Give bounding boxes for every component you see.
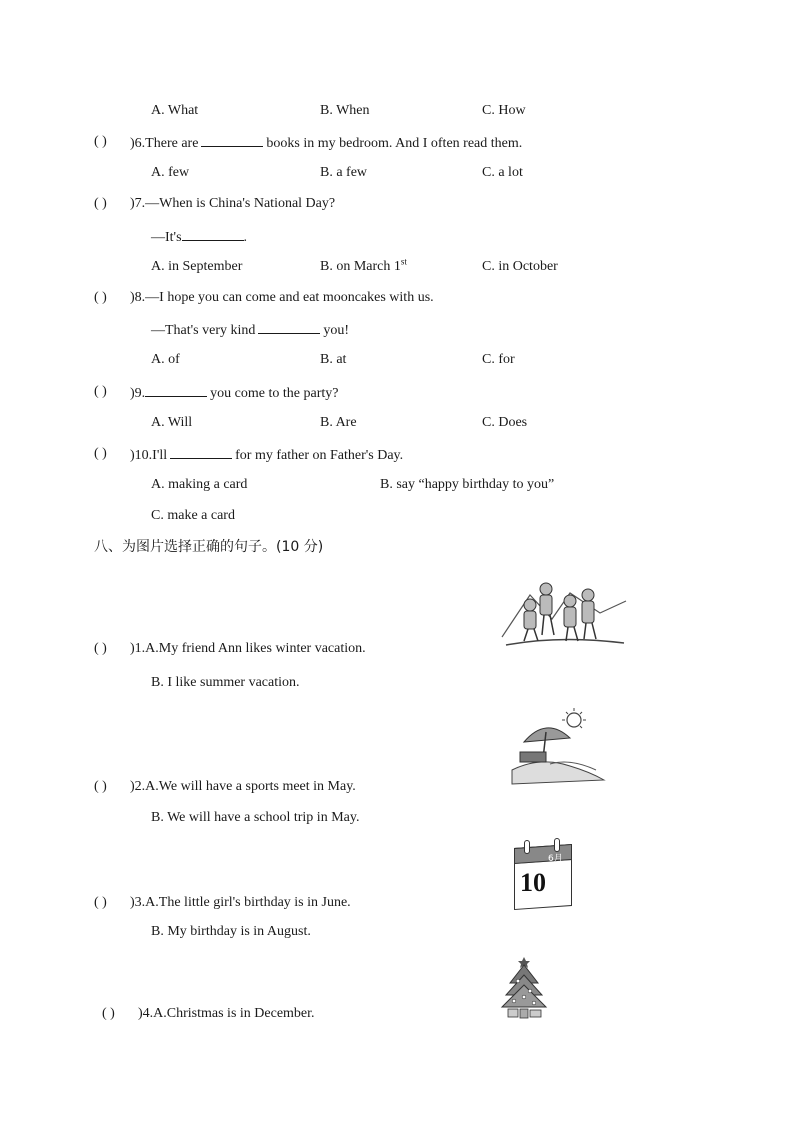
q8-option-c: C. for bbox=[482, 352, 515, 367]
p3-number: )3. bbox=[130, 895, 146, 910]
p2-option-a-text: A.We will have a sports meet in May. bbox=[145, 779, 356, 794]
q8-number: )8. bbox=[130, 290, 146, 305]
p3-answer-paren[interactable]: ( ) bbox=[94, 895, 107, 910]
q7-answer-paren[interactable]: ( ) bbox=[94, 196, 107, 211]
q8-answer-paren[interactable]: ( ) bbox=[94, 290, 107, 305]
q9-option-a: A. Will bbox=[151, 415, 193, 430]
q9-answer-paren[interactable]: ( ) bbox=[94, 384, 107, 399]
q7-line2-pre: —It's bbox=[151, 230, 182, 245]
q8-option-a: A. of bbox=[151, 352, 180, 367]
christmas-tree-illustration bbox=[500, 955, 548, 1019]
hiking-friends-illustration bbox=[500, 575, 628, 651]
calendar-page-illustration bbox=[514, 838, 578, 910]
q9-option-b: B. Are bbox=[320, 415, 357, 430]
section-8-title: 八、为图片选择正确的句子。(10 分) bbox=[94, 539, 324, 555]
q7-stem bbox=[130, 195, 335, 213]
p4-answer-paren[interactable]: ( ) bbox=[102, 1006, 115, 1021]
q9-blank bbox=[145, 383, 207, 397]
q8-line1: —I hope you can come and eat mooncakes with us. bbox=[145, 290, 434, 305]
p3-option-b: B. My birthday is in August. bbox=[151, 924, 311, 939]
q6-option-b: B. a few bbox=[320, 165, 368, 180]
q8-stem bbox=[130, 289, 434, 307]
q10-text-pre: I'll bbox=[152, 448, 168, 463]
p1-option-b: B. I like summer vacation. bbox=[151, 675, 300, 690]
q9-number: )9. bbox=[130, 386, 146, 401]
p4-number: )4. bbox=[138, 1006, 154, 1021]
q7-line2-post: . bbox=[243, 230, 248, 245]
q8-option-b: B. at bbox=[320, 352, 347, 367]
p4-option-a-text: A.Christmas is in December. bbox=[153, 1006, 315, 1021]
q8-blank bbox=[258, 320, 320, 334]
q7-line1: —When is China's National Day? bbox=[145, 196, 336, 211]
p1-option-a bbox=[130, 640, 366, 658]
q8-line2-post: you! bbox=[323, 323, 350, 338]
q10-option-b: B. say “happy birthday to you” bbox=[380, 477, 555, 492]
q10-text-post: for my father on Father's Day. bbox=[235, 448, 404, 463]
q7-option-b bbox=[320, 258, 407, 276]
q8-line2-pre: —That's very kind bbox=[151, 323, 256, 338]
q6-option-c: C. a lot bbox=[482, 165, 523, 180]
p1-answer-paren[interactable]: ( ) bbox=[94, 641, 107, 656]
q10-blank bbox=[170, 445, 232, 459]
q7-blank bbox=[182, 227, 244, 241]
p2-option-a bbox=[130, 778, 356, 796]
q7-number: )7. bbox=[130, 196, 146, 211]
q6-text-pre: There are bbox=[145, 136, 199, 151]
q6-text-post: books in my bedroom. And I often read them. bbox=[266, 136, 523, 151]
q5-option-b: B. When bbox=[320, 103, 370, 118]
calendar-month: 6月 bbox=[548, 854, 563, 864]
q7-option-b-sup: st bbox=[400, 256, 407, 267]
p2-option-b: B. We will have a school trip in May. bbox=[151, 810, 360, 825]
p1-option-a-text: A.My friend Ann likes winter vacation. bbox=[145, 641, 366, 656]
q9-option-c: C. Does bbox=[482, 415, 528, 430]
q6-number: )6. bbox=[130, 136, 146, 151]
q10-answer-paren[interactable]: ( ) bbox=[94, 446, 107, 461]
beach-umbrella-illustration bbox=[510, 708, 606, 786]
q9-stem bbox=[130, 383, 338, 403]
q10-option-a: A. making a card bbox=[151, 477, 248, 492]
q5-option-a: A. What bbox=[151, 103, 199, 118]
q6-blank bbox=[201, 133, 263, 147]
q9-text-post: you come to the party? bbox=[210, 386, 339, 401]
q8-line2 bbox=[151, 320, 349, 340]
p2-number: )2. bbox=[130, 779, 146, 794]
p3-option-a-text: A.The little girl's birthday is in June. bbox=[145, 895, 351, 910]
q10-number: )10. bbox=[130, 448, 153, 463]
calendar-day: 10 bbox=[520, 868, 546, 897]
q10-option-c: C. make a card bbox=[151, 508, 235, 523]
p2-answer-paren[interactable]: ( ) bbox=[94, 779, 107, 794]
q5-option-c: C. How bbox=[482, 103, 526, 118]
p3-option-a bbox=[130, 894, 351, 912]
q7-option-c: C. in October bbox=[482, 259, 558, 274]
q7-option-a: A. in September bbox=[151, 259, 243, 274]
q10-stem bbox=[130, 445, 403, 465]
p1-number: )1. bbox=[130, 641, 146, 656]
q6-option-a: A. few bbox=[151, 165, 190, 180]
q6-answer-paren[interactable]: ( ) bbox=[94, 134, 107, 149]
q6-stem bbox=[130, 133, 522, 153]
p4-option-a bbox=[138, 1005, 315, 1023]
q7-option-b-text: B. on March 1 bbox=[320, 259, 401, 274]
q7-line2 bbox=[151, 227, 247, 247]
